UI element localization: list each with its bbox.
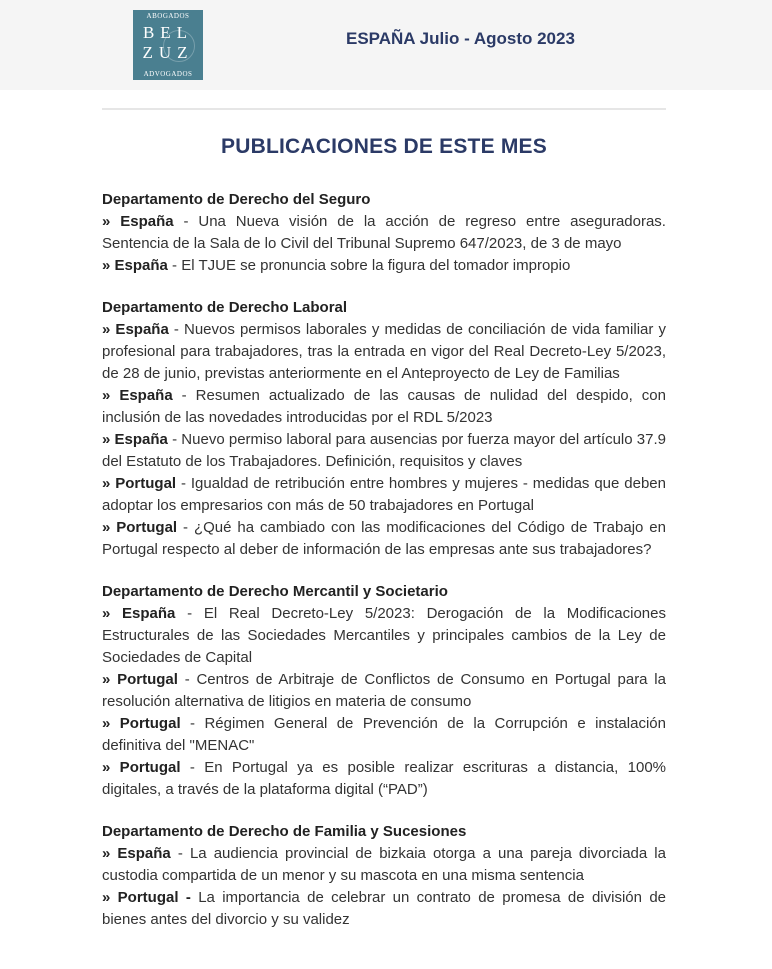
publication-link[interactable]: ¿Qué ha cambiado con las modificaciones del Código de Trabajo en Portugal respecto al deber de información de las empresas ante sus trabajadores? [102,519,666,558]
publication-link[interactable]: El Real Decreto-Ley 5/2023: Derogación de la Modificaciones Estructurales de las Sociedades Mercantiles y principales cambios de la Ley de Sociedades de Capital [102,605,666,666]
publication-link[interactable]: El TJUE se pronuncia sobre la figura del tomador impropio [181,257,571,274]
country-label: » España [102,845,171,862]
country-label: » España [102,213,174,230]
country-label: » España [102,431,168,448]
separator: - [167,257,182,274]
publication-link[interactable]: Régimen General de Prevención de la Corrupción e instalación definitiva del "MENAC" [102,715,666,754]
country-label: » Portugal [102,759,181,776]
department-section [102,581,666,801]
header-bar [0,0,772,90]
department-title: Departamento de Derecho Mercantil y Societario [102,583,448,600]
publication-item [102,843,666,887]
country-label: » Portugal [102,715,181,732]
separator: - [177,671,197,688]
divider [102,108,666,110]
country-label: » Portugal [102,671,178,688]
publication-item [102,255,666,277]
publication-link[interactable]: En Portugal ya es posible realizar escrituras a distancia, 100% digitales, a través de la plataforma digital (“PAD”) [102,759,666,798]
newsletter-title: ESPAÑA Julio - Agosto 2023 [346,29,575,48]
logo-line-1: BEL [142,23,194,42]
separator: - [175,605,204,622]
separator: - [168,321,184,338]
department-title: Departamento de Derecho Laboral [102,299,348,316]
separator: - [177,519,194,536]
separator: - [180,715,205,732]
country-label: » España [102,257,168,274]
separator: - [167,431,182,448]
publication-link[interactable]: La importancia de celebrar un contrato de promesa de división de bienes antes del divorcio y su validez [102,889,667,928]
publication-item [102,319,666,385]
logo-top-text: ABOGADOS [146,12,190,20]
separator: - [172,387,196,404]
separator: - [170,845,190,862]
publication-link[interactable]: Nuevo permiso laboral para ausencias por fuerza mayor del artículo 37.9 del Estatuto de los Trabajadores. Definición, requisitos y claves [102,431,666,470]
publication-link[interactable]: Igualdad de retribución entre hombres y mujeres - medidas que deben adoptar los empresarios con más de 50 trabajadores en Portugal [102,475,666,514]
publication-link[interactable]: Nuevos permisos laborales y medidas de conciliación de vida familiar y profesional para trabajadores, tras la entrada en vigor del Real Decreto-Ley 5/2023, de 28 de junio, previstas anteriormente en el Anteproyecto de Ley de Familias [102,321,666,382]
publication-link[interactable]: La audiencia provincial de bizkaia otorga a una pareja divorciada la custodia compartida de un menor y su mascota en una misma sentencia [102,845,666,884]
publication-link[interactable]: Centros de Arbitraje de Conflictos de Consumo en Portugal para la resolución alternativa de litigios en materia de consumo [102,671,666,710]
separator: - [176,475,191,492]
logo-bottom-text: ADVOGADOS [143,70,193,78]
publications-list [102,189,666,951]
separator: - [173,213,199,230]
department-title: Departamento de Derecho del Seguro [102,191,371,208]
department-section [102,189,666,277]
department-section [102,297,666,561]
publication-link[interactable]: Resumen actualizado de las causas de nulidad del despido, con inclusión de las novedades introducidas por el RDL 5/2023 [102,387,666,426]
publication-item [102,517,666,561]
publication-item [102,603,666,669]
publication-item [102,669,666,713]
page-title: PUBLICACIONES DE ESTE MES [221,135,547,158]
publication-item [102,429,666,473]
department-section [102,821,666,931]
country-label: » España [102,605,176,622]
publication-item [102,211,666,255]
department-title: Departamento de Derecho de Familia y Sucesiones [102,823,467,840]
country-label: » España [102,387,173,404]
country-label: » Portugal [102,519,178,536]
publication-item [102,473,666,517]
belzuz-logo[interactable] [133,10,203,80]
logo-line-2: ZUZ [142,43,194,62]
country-label: » Portugal [102,475,177,492]
publication-item [102,757,666,801]
country-label: » Portugal - [102,889,191,906]
publication-link[interactable]: Una Nueva visión de la acción de regreso entre aseguradoras. Sentencia de la Sala de lo Civil del Tribunal Supremo 647/2023, de 3 de mayo [102,213,666,252]
publication-item [102,385,666,429]
publication-item [102,713,666,757]
publication-item [102,887,666,931]
separator: - [180,759,205,776]
country-label: » España [102,321,169,338]
